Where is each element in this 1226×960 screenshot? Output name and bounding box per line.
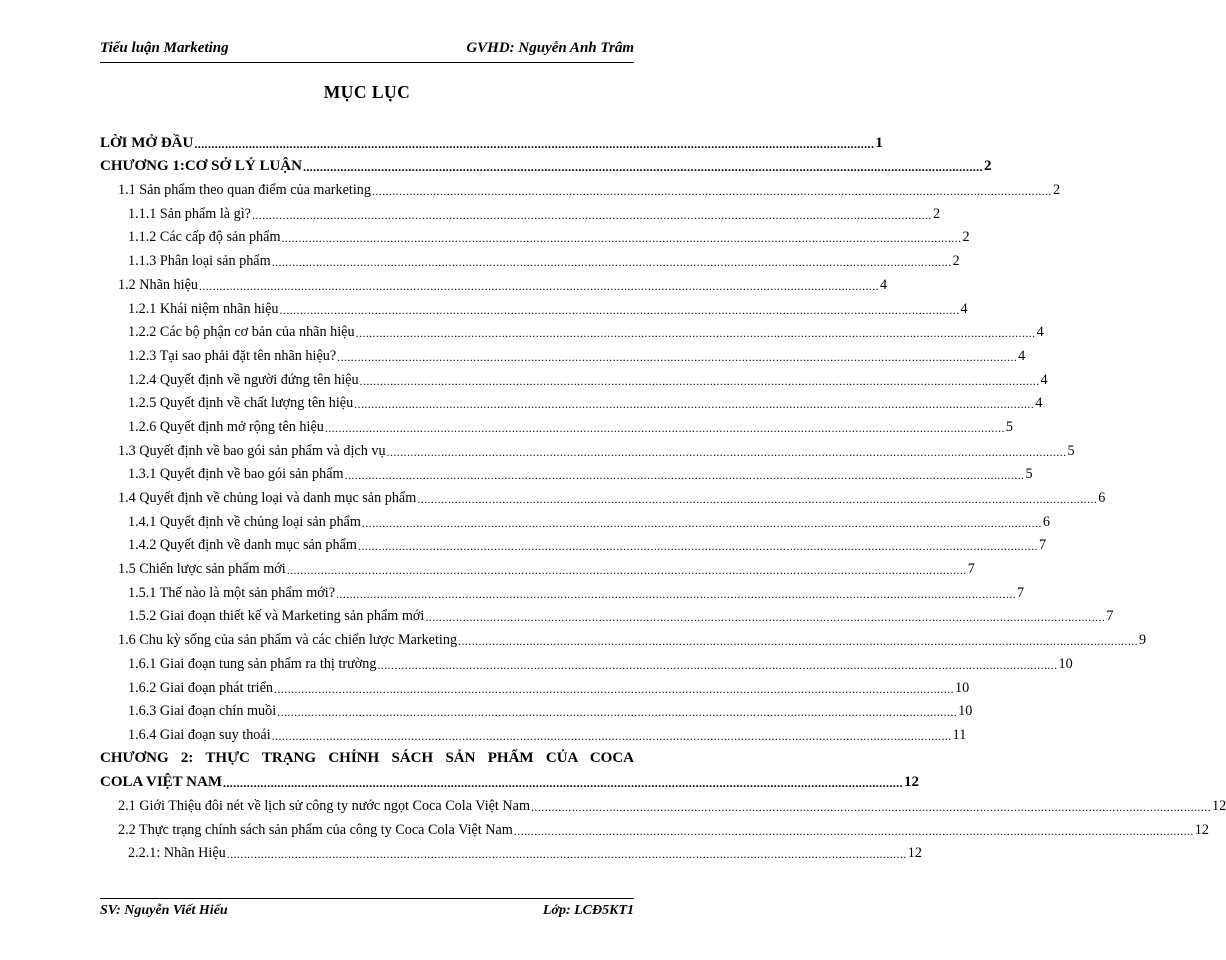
toc-entry[interactable] (100, 815, 1209, 839)
toc-entry-page: 10 (958, 703, 973, 720)
toc-entry[interactable] (100, 246, 960, 270)
dot-leader: ........................................................................................................................................................................................................ (513, 823, 1194, 838)
toc-entry-page: 4 (1018, 347, 1026, 364)
toc-entry[interactable] (100, 554, 975, 578)
toc-entry[interactable] (100, 436, 1075, 460)
toc-entry-title: 1.6.2 Giai đoạn phát triển (128, 679, 273, 696)
dot-leader: ........................................................................................................................................................................................................ (222, 776, 903, 791)
toc-entry[interactable] (100, 697, 973, 721)
dot-leader: ........................................................................................................................................................................................................ (531, 799, 1212, 814)
toc-entry[interactable] (100, 175, 1061, 199)
header-right: GVHD: Nguyễn Anh Trâm (466, 40, 634, 56)
toc-entry[interactable] (100, 152, 992, 176)
toc-entry-page: 12 (1212, 797, 1226, 814)
toc-entry-page: 6 (1098, 490, 1106, 506)
toc-entry-page: 5 (1005, 418, 1013, 435)
page-footer (100, 898, 634, 923)
toc-entry-page: 7 (1038, 537, 1047, 554)
toc-entry-title: 1.1 Sản phẩm theo quan điểm của marketing (118, 182, 371, 199)
table-of-contents (100, 128, 1226, 862)
toc-entry-page: 12 (1194, 821, 1209, 838)
dot-leader: ........................................................................................................................................................................................................ (355, 326, 1036, 341)
dot-leader: ........................................................................................................................................................................................................ (425, 610, 1106, 625)
toc-entry-page: 10 (1058, 655, 1073, 672)
toc-entry-title: 1.4.2 Quyết định về danh mục sản phẩm (128, 537, 357, 554)
toc-entry-page: 4 (960, 300, 968, 317)
toc-entry-title: 1.5.1 Thế nào là một sản phẩm mới? (128, 584, 336, 601)
toc-entry[interactable] (100, 412, 1013, 436)
toc-entry[interactable] (100, 389, 1043, 413)
toc-entry-page: 7 (1106, 608, 1114, 625)
header-left: Tiểu luận Marketing (100, 40, 229, 56)
toc-entry-title: CHƯƠNG 1:CƠ SỞ LÝ LUẬN (100, 158, 302, 175)
toc-entry[interactable] (100, 578, 1025, 602)
toc-entry-title: 1.2.1 Khái niệm nhãn hiệu (128, 300, 279, 317)
toc-entry[interactable] (100, 341, 1026, 365)
dot-leader: ........................................................................................................................................................................................................ (371, 184, 1052, 199)
dot-leader: ........................................................................................................................................................................................................ (226, 847, 907, 862)
toc-entry-page: 4 (1036, 324, 1044, 341)
dot-leader: ........................................................................................................................................................................................................ (359, 373, 1040, 388)
toc-entry-page: 2 (1052, 182, 1061, 199)
toc-entry[interactable] (100, 460, 1033, 484)
toc-entry-page: 11 (952, 726, 967, 743)
dot-leader: ........................................................................................................................................................................................................ (324, 420, 1005, 435)
toc-entry[interactable] (100, 318, 1044, 342)
toc-entry-title: 1.6.3 Giai đoạn chín muồi (128, 703, 277, 720)
toc-entry-title: 2.2 Thực trạng chính sách sản phẩm của công ty Coca Cola Việt Nam (118, 821, 513, 838)
toc-entry[interactable] (100, 365, 1048, 389)
dot-leader: ........................................................................................................................................................................................................ (361, 515, 1042, 530)
dot-leader: ........................................................................................................................................................................................................ (417, 492, 1098, 506)
toc-entry-title: 1.2 Nhãn hiệu (118, 276, 198, 293)
toc-entry-title: 1.2.4 Quyết định về người đứng tên hiệu (128, 371, 359, 388)
toc-entry-title: 1.3.1 Quyết định về bao gói sản phẩm (128, 466, 344, 483)
dot-leader: ........................................................................................................................................................................................................ (199, 278, 879, 293)
toc-entry[interactable] (100, 839, 922, 863)
dot-leader: ........................................................................................................................................................................................................ (271, 728, 952, 743)
dot-leader: ........................................................................................................................................................................................................ (281, 231, 962, 246)
toc-entry-title: 1.1.3 Phân loại sản phẩm (128, 253, 271, 270)
dot-leader: ........................................................................................................................................................................................................ (377, 657, 1058, 672)
toc-entry-title: 1.4.1 Quyết định về chủng loại sản phẩm (128, 513, 361, 530)
dot-leader: ........................................................................................................................................................................................................ (458, 634, 1139, 649)
toc-entry-title: 1.2.5 Quyết định về chất lượng tên hiệu (128, 395, 354, 412)
toc-entry-title: 1.1.1 Sản phẩm là gì? (128, 205, 251, 222)
toc-entry-title: 1.2.6 Quyết định mở rộng tên hiệu (128, 418, 324, 435)
toc-entry-title: 1.6.4 Giai đoạn suy thoái (128, 726, 271, 743)
toc-entry[interactable] (100, 483, 1106, 507)
dot-leader: ........................................................................................................................................................................................................ (336, 586, 1017, 601)
toc-entry-title: COLA VIỆT NAM (100, 774, 222, 791)
toc-entry[interactable] (100, 791, 1226, 815)
toc-entry[interactable] (100, 128, 883, 152)
footer-left: SV: Nguyễn Viết Hiếu (100, 903, 228, 918)
toc-entry-title: LỜI MỞ ĐẦU (100, 134, 194, 151)
toc-entry-title: 1.5 Chiến lược sản phẩm mới (118, 561, 286, 578)
toc-entry-page: 6 (1042, 513, 1050, 530)
toc-entry[interactable] (100, 625, 1147, 649)
toc-entry-title: 1.4 Quyết định về chủng loại và danh mục sản phẩm (118, 490, 417, 506)
dot-leader: ........................................................................................................................................................................................................ (251, 207, 932, 222)
toc-entry-title: 2.1 Giới Thiệu đôi nét về lịch sử công ty nước ngọt Coca Cola Việt Nam (118, 797, 531, 814)
toc-entry-title: 1.5.2 Giai đoạn thiết kế và Marketing sản phẩm mới (128, 608, 425, 625)
dot-leader: ........................................................................................................................................................................................................ (386, 444, 1067, 459)
toc-entry-page: 5 (1067, 442, 1075, 459)
toc-entry-page: 4 (880, 276, 888, 293)
toc-entry-title: 2.2.1: Nhãn Hiệu (128, 845, 226, 862)
toc-entry-page: 12 (907, 845, 922, 862)
toc-entry[interactable] (100, 294, 968, 318)
toc-entry[interactable] (100, 673, 970, 697)
dot-leader: ........................................................................................................................................................................................................ (344, 468, 1025, 483)
toc-entry-page: 4 (1040, 371, 1048, 388)
toc-entry[interactable] (100, 223, 970, 247)
toc-entry-page: 2 (952, 253, 960, 270)
toc-entry-title: 1.6 Chu kỳ sống của sản phẩm và các chiến lược Marketing (118, 632, 458, 649)
dot-leader: ........................................................................................................................................................................................................ (271, 255, 952, 270)
toc-entry[interactable] (100, 649, 1073, 673)
toc-entry[interactable] (100, 507, 1050, 531)
chapter2-heading-line1[interactable]: CHƯƠNG 2: THỰC TRẠNG CHÍNH SÁCH SẢN PHẨM CỦA COCA (100, 749, 634, 766)
toc-entry-page: 2 (962, 229, 970, 246)
dot-leader: ........................................................................................................................................................................................................ (337, 349, 1018, 364)
toc-entry-title: 1.2.3 Tại sao phải đặt tên nhãn hiệu? (128, 347, 337, 364)
toc-entry-title: 1.2.2 Các bộ phận cơ bản của nhãn hiệu (128, 324, 355, 341)
page-title: MỤC LỤC (323, 82, 411, 102)
toc-entry-page: 7 (1017, 584, 1025, 601)
toc-entry-page: 7 (967, 561, 975, 578)
toc-entry-page: 10 (955, 679, 970, 696)
dot-leader: ........................................................................................................................................................................................................ (279, 302, 960, 317)
toc-entry[interactable] (100, 199, 941, 223)
toc-entry-page: 5 (1025, 466, 1033, 483)
dot-leader: ........................................................................................................................................................................................................ (354, 397, 1035, 412)
dot-leader: ........................................................................................................................................................................................................ (286, 563, 967, 578)
toc-entry-page: 12 (903, 774, 919, 791)
toc-entry-page: 1 (875, 134, 883, 151)
toc-entry-title: 1.1.2 Các cấp độ sản phẩm (128, 229, 281, 246)
toc-entry-page: 9 (1139, 632, 1147, 649)
dot-leader: ........................................................................................................................................................................................................ (357, 539, 1038, 554)
toc-entry-title: 1.3 Quyết định về bao gói sản phẩm và dịch vụ (118, 442, 386, 459)
toc-entry-page: 2 (983, 158, 992, 175)
dot-leader: ........................................................................................................................................................................................................ (302, 160, 983, 175)
page-header (100, 40, 634, 63)
dot-leader: ........................................................................................................................................................................................................ (277, 705, 958, 720)
toc-entry-title: 1.6.1 Giai đoạn tung sản phẩm ra thị trường (128, 655, 377, 672)
toc-entry[interactable] (100, 602, 1114, 626)
toc-entry-page: 2 (932, 205, 941, 222)
footer-right: Lớp: LCĐ5KT1 (542, 903, 634, 918)
toc-entry[interactable] (100, 720, 967, 744)
dot-leader: ........................................................................................................................................................................................................ (274, 681, 954, 696)
toc-entry[interactable] (100, 270, 888, 294)
toc-entry-page: 4 (1035, 395, 1043, 412)
toc-entry[interactable] (100, 531, 1047, 555)
chapter2-heading-line2[interactable] (100, 768, 919, 792)
dot-leader: ........................................................................................................................................................................................................ (194, 136, 875, 151)
